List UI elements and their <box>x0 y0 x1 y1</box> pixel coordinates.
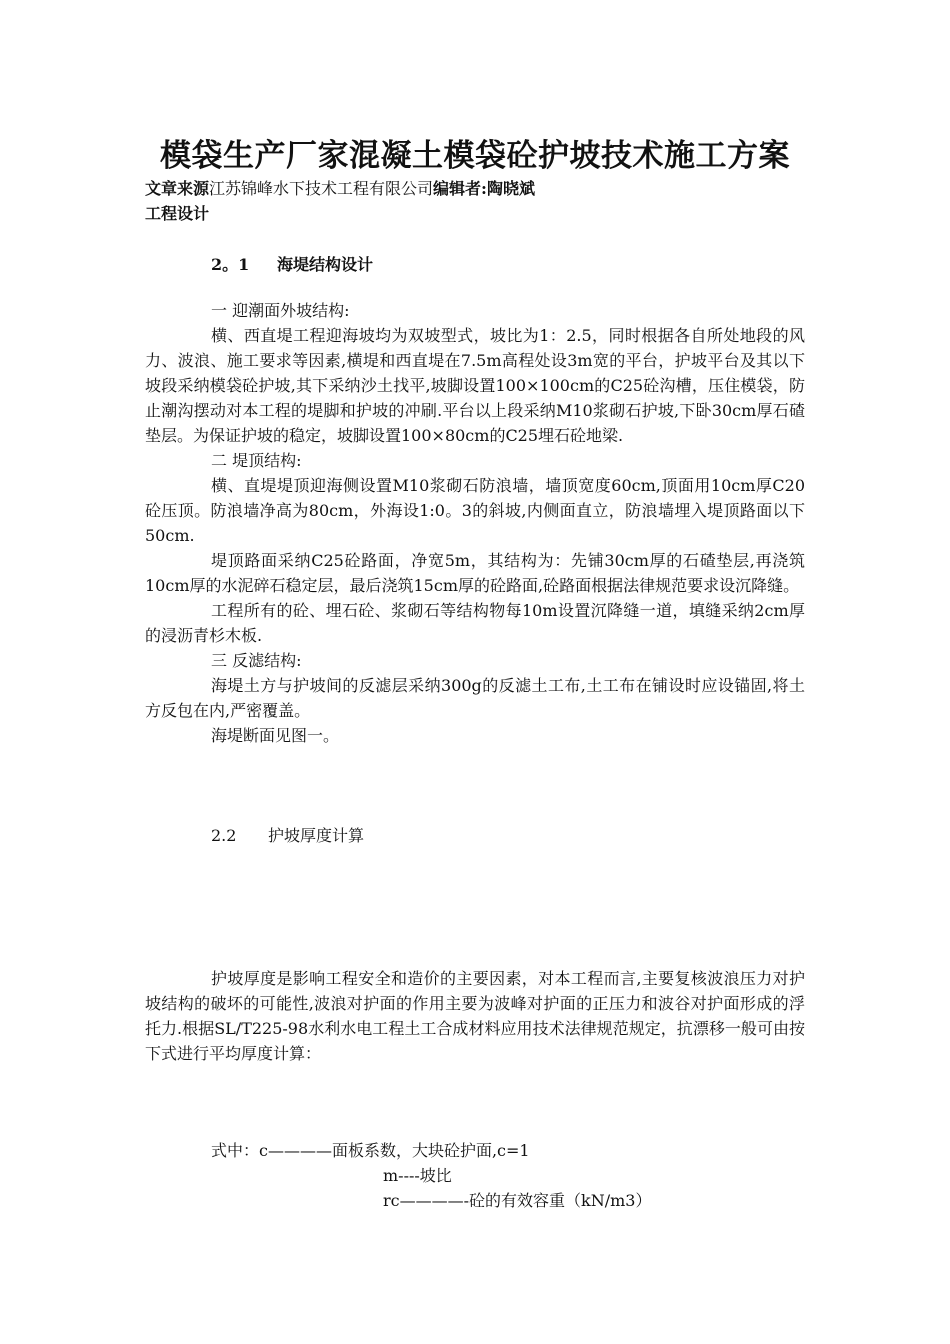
thickness-body <box>145 966 805 1066</box>
editor-label: 编辑者: <box>433 179 487 198</box>
byline <box>145 176 535 199</box>
paragraph: 横、直堤堤顶迎海侧设置M10浆砌石防浪墙，墙顶宽度60cm,顶面用10cm厚C20砼压顶。防浪墙净高为80cm，外海设1:0。3的斜坡,内侧面直立，防浪墙埋入堤顶路面以下50cm. <box>145 476 805 545</box>
paragraph: 三 反滤结构: <box>211 651 302 670</box>
formula-line: 式中：c————面板系数，大块砼护面,c=1 <box>211 1141 530 1160</box>
document-title: 模袋生产厂家混凝土模袋砼护坡技术施工方案 <box>160 138 790 174</box>
section-title: 工程设计 <box>145 204 210 223</box>
source-name: 江苏锦峰水下技术工程有限公司 <box>209 179 434 198</box>
paragraph: 海堤土方与护坡间的反滤层采纳300g的反滤土工布,土工布在铺设时应设锚固,将土方反包在内,严密覆盖。 <box>145 676 805 720</box>
heading-2-2-number: 2.2 <box>211 826 237 845</box>
formula-line: m----坡比 <box>383 1166 452 1185</box>
heading-2-2-title: 护坡厚度计算 <box>268 826 365 845</box>
paragraph: 海堤断面见图一。 <box>211 726 340 745</box>
formula-legend <box>211 1138 651 1213</box>
paragraph: 堤顶路面采纳C25砼路面，净宽5m，其结构为：先铺30cm厚的石碴垫层,再浇筑10cm厚的水泥碎石稳定层，最后浇筑15cm厚的砼路面,砼路面根据法律规范要求设沉降缝。 <box>145 551 805 595</box>
heading-2-1-title: 海堤结构设计 <box>277 255 374 274</box>
heading-2-1 <box>211 252 373 275</box>
paragraph: 横、西直堤工程迎海坡均为双坡型式，坡比为1：2.5，同时根据各自所处地段的风力、波浪、施工要求等因素,横堤和西直堤在7.5m高程处设3m宽的平台，护坡平台及其以下坡段采纳模袋砼护坡,其下采纳沙土找平,坡脚设置100×100cm的C25砼沟槽，压住模袋，防止潮沟摆动对本工程的堤脚和护坡的冲刷.平台以上段采纳M10浆砌石护坡,下卧30cm厚石碴垫层。为保证护坡的稳定，坡脚设置100×80cm的C25埋石砼地梁. <box>145 326 805 445</box>
paragraph: 二 堤顶结构: <box>211 451 302 470</box>
source-label: 文章来源 <box>145 179 210 198</box>
editor-name: 陶晓斌 <box>486 179 535 198</box>
heading-2-2 <box>211 823 364 846</box>
paragraph: 护坡厚度是影响工程安全和造价的主要因素，对本工程而言,主要复核波浪压力对护坡结构的破坏的可能性,波浪对护面的作用主要为波峰对护面的正压力和波谷对护面形成的浮托力.根据SL/T225-98水利水电工程土工合成材料应用技术法律规范规定，抗漂移一般可由按下式进行平均厚度计算： <box>145 969 805 1063</box>
design-body <box>145 298 805 748</box>
paragraph: 一 迎潮面外坡结构: <box>211 301 350 320</box>
paragraph: 工程所有的砼、埋石砼、浆砌石等结构物每10m设置沉降缝一道，填缝采纳2cm厚的浸沥青杉木板. <box>145 601 805 645</box>
formula-line: rc————-砼的有效容重（kN/m3） <box>383 1191 652 1210</box>
heading-2-1-number: 2。1 <box>211 255 250 274</box>
